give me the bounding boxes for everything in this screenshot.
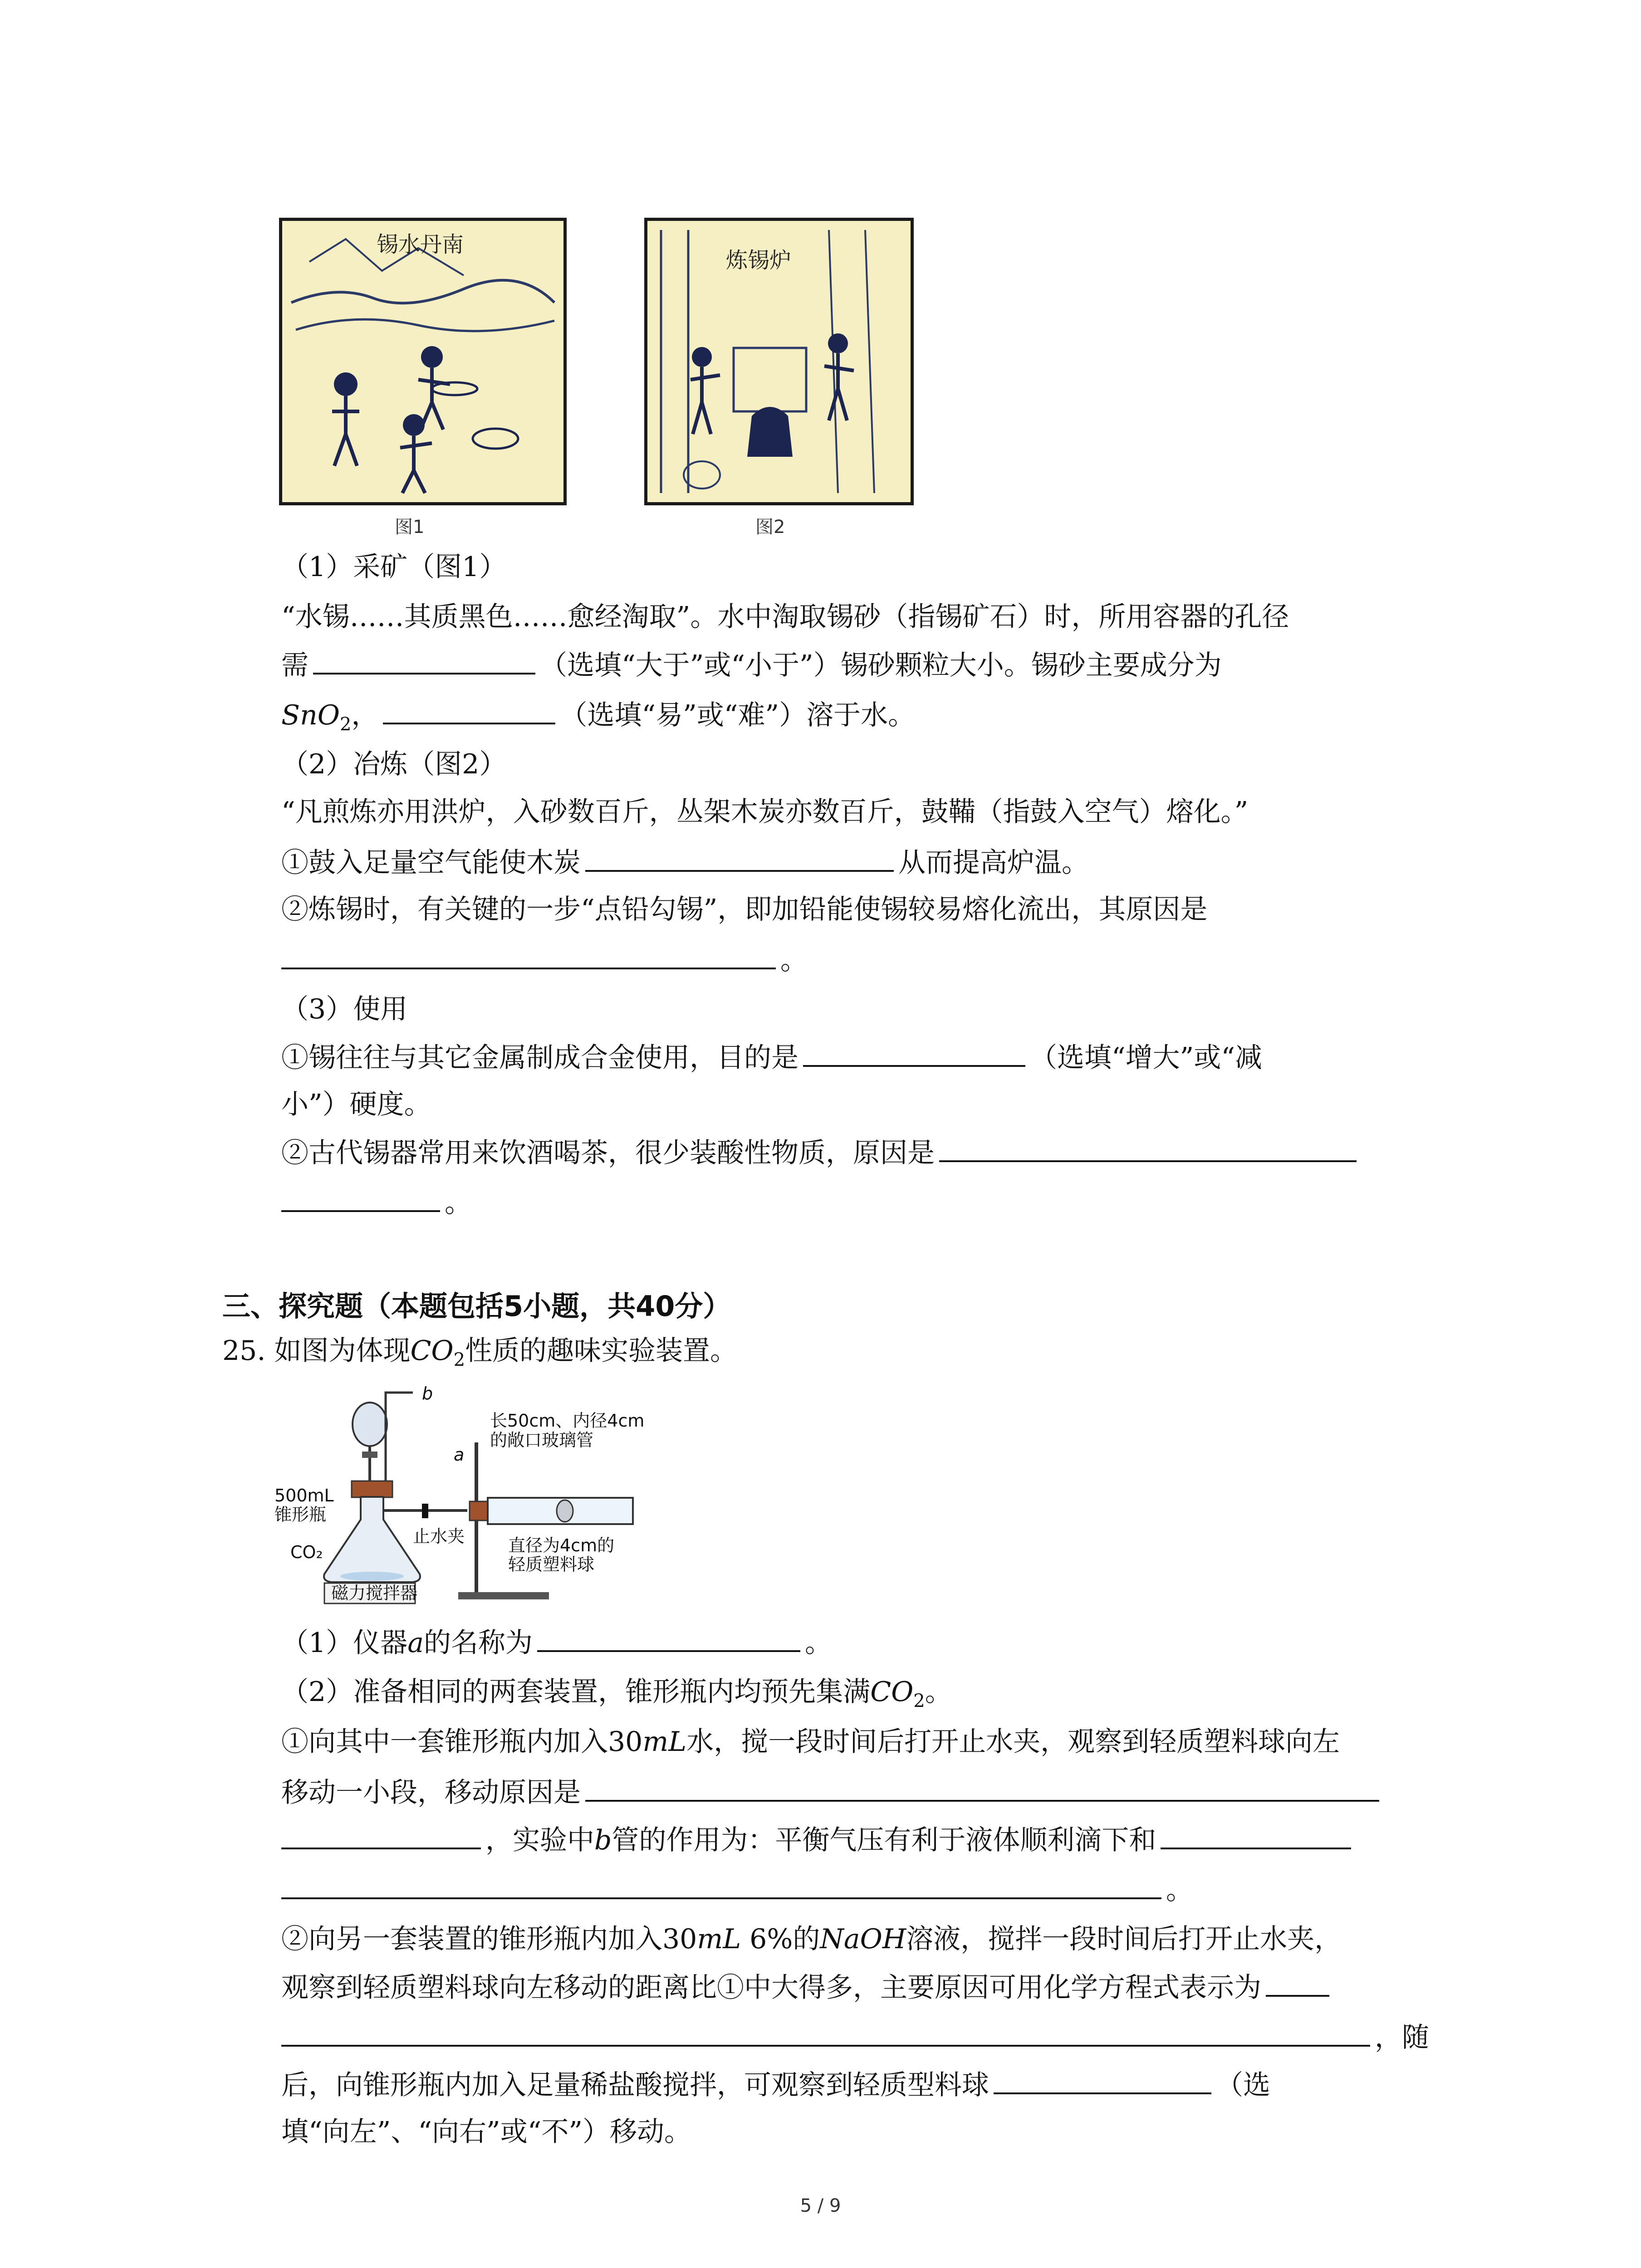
gas-label: CO₂ <box>290 1542 323 1562</box>
q25-s1-line3-var: b <box>594 1824 612 1856</box>
clamp-label: 止水夹 <box>413 1526 465 1546</box>
q25-s1-line2-text: 移动一小段，移动原因是 <box>281 1777 581 1809</box>
part1-quote: “水锡……其质黑色……愈经淘取”。水中淘取锡砂（指锡矿石）时，所用容器的孔径 <box>281 601 1289 633</box>
formula-sno2-sub: 2 <box>339 714 352 735</box>
part3-item2-answer <box>281 1184 472 1221</box>
q25-s2-line4-post: （选 <box>1216 2069 1270 2101</box>
q25-s2-post: 溶液，搅拌一段时间后打开止水夹， <box>906 1923 1342 1955</box>
part3-item2-pre: ②古代锡器常用来饮酒喝茶，很少装酸性物质，原因是 <box>281 1137 935 1169</box>
answer-blank-hardness[interactable] <box>803 1039 1025 1067</box>
figure2-caption: 图2 <box>755 517 785 538</box>
q25-s1-line3 <box>281 1821 1356 1858</box>
part2-item2-end: 。 <box>780 944 808 976</box>
tube-label-1: 长50cm、内径4cm <box>490 1411 645 1431</box>
answer-blank-equation[interactable] <box>1266 1969 1329 1997</box>
part2-quote: “凡煎炼亦用洪炉，入砂数百斤，丛架木炭亦数百斤，鼓鞴（指鼓入空气）熔化。” <box>281 796 1249 828</box>
q25-s2-line2-text: 观察到轻质塑料球向左移动的距离比①中大得多，主要原因可用化学方程式表示为 <box>281 1972 1261 2004</box>
part1-line2-pre: 需 <box>281 650 309 681</box>
part1-line3-post: （选填“易”或“难”）溶于水。 <box>560 699 916 731</box>
q25-sub2 <box>281 1674 952 1719</box>
part2-item1 <box>281 844 1089 881</box>
q25-s1-line3-mid: ，实验中 <box>485 1824 594 1856</box>
answer-blank-tube-b-role[interactable] <box>1161 1821 1351 1849</box>
part1-line3 <box>281 696 915 743</box>
q25-sub1 <box>281 1624 832 1661</box>
label-a: a <box>454 1445 465 1465</box>
answer-blank-pore-size[interactable] <box>313 646 535 675</box>
answer-blank-acid-reason-cont[interactable] <box>281 1184 440 1212</box>
answer-blank-tube-b-role-cont[interactable] <box>281 1871 1161 1899</box>
answer-blank-instrument-a[interactable] <box>537 1624 800 1652</box>
apparatus-diagram <box>272 1379 658 1606</box>
q25-s1-unit: mL <box>642 1726 687 1758</box>
formula-naoh: NaOH <box>820 1923 906 1955</box>
water-clamp <box>422 1504 428 1518</box>
q25-s2-line5: 填“向左”、“向右”或“不”）移动。 <box>281 2116 692 2148</box>
part3-item1-cont: 小”）硬度。 <box>281 1089 431 1120</box>
part2-heading: （2）冶炼（图2） <box>281 748 507 780</box>
formula-sno2: SnO <box>281 699 340 731</box>
q25-sub2-pre: （2）准备相同的两套装置，锥形瓶内均预先集满 <box>281 1676 871 1708</box>
part1-line2 <box>281 646 1222 684</box>
part2-item2: ②炼锡时，有关键的一步“点铅勾锡”，即加铅能使锡较易熔化流出，其原因是 <box>281 894 1208 925</box>
q25-s1-line1 <box>281 1724 1340 1760</box>
answer-blank-ball-direction[interactable] <box>994 2066 1211 2094</box>
part3-heading: （3）使用 <box>281 993 408 1025</box>
answer-blank-move-reason[interactable] <box>585 1774 1379 1802</box>
label-b: b <box>422 1383 433 1403</box>
answer-blank-charcoal[interactable] <box>585 844 894 872</box>
figure1-title: 锡水丹南 <box>377 232 464 257</box>
q25-s2-pct: 6%的 <box>741 1923 820 1955</box>
q25-s2-line1 <box>281 1921 1342 1957</box>
part3-item1-post: （选填“增大”或“减 <box>1030 1042 1263 1074</box>
ball-label-1: 直径为4cm的 <box>508 1535 615 1555</box>
ball-label-2: 轻质塑料球 <box>508 1554 595 1574</box>
q25-sub1-var: a <box>407 1627 424 1659</box>
q25-sub2-formula: CO <box>870 1676 914 1708</box>
mining-illustration <box>282 221 563 502</box>
part3-item1-pre: ①锡往往与其它金属制成合金使用，目的是 <box>281 1042 798 1074</box>
q25-sub1-pre: （1）仪器 <box>281 1627 408 1659</box>
q25-s2-line3 <box>281 2019 1429 2056</box>
q25-s2-line3-end: ，随 <box>1375 2022 1429 2053</box>
q25-s2-line4-pre: 后，向锥形瓶内加入足量稀盐酸搅拌，可观察到轻质型料球 <box>281 2069 989 2101</box>
separatory-funnel <box>353 1403 387 1446</box>
formula-co2: CO <box>410 1335 454 1367</box>
q25-sub1-post: 的名称为 <box>423 1627 533 1659</box>
section-title: 三、探究题（本题包括5小题，共40分） <box>222 1290 731 1323</box>
q25-sub1-end: 。 <box>804 1627 832 1659</box>
figure2-title: 炼锡炉 <box>726 248 792 273</box>
part1-heading: （1）采矿（图1） <box>281 551 507 583</box>
q25-stem-pre: 如图为体现 <box>274 1335 411 1367</box>
figure-tin-mining <box>279 218 567 505</box>
q25-s2-pre: ②向另一套装置的锥形瓶内加入30 <box>281 1923 697 1955</box>
q25-s1-line3-post: 管的作用为：平衡气压有利于液体顺利滴下和 <box>612 1824 1156 1856</box>
q25-s1-pre: ①向其中一套锥形瓶内加入30 <box>281 1726 643 1758</box>
formula-co2-sub: 2 <box>453 1349 465 1370</box>
rubber-stopper <box>352 1481 392 1497</box>
q25-sub2-sub: 2 <box>913 1691 925 1711</box>
part1-line2-post: （选填“大于”或“小于”）锡砂颗粒大小。锡砂主要成分为 <box>540 650 1222 681</box>
flask-label-2: 锥形瓶 <box>274 1505 327 1525</box>
question-number: 25. <box>222 1335 266 1367</box>
tube-b <box>386 1393 413 1420</box>
flask-label-1: 500mL <box>274 1486 334 1505</box>
stirrer-label: 磁力搅拌器 <box>331 1583 418 1603</box>
q25-s1-post: 水，搅一段时间后打开止水夹，观察到轻质塑料球向左 <box>686 1726 1340 1758</box>
q25-s1-line2 <box>281 1774 1384 1811</box>
answer-blank-acid-reason[interactable] <box>939 1134 1357 1162</box>
q25-sub2-end: 。 <box>925 1676 952 1708</box>
part3-item2-end: 。 <box>445 1187 472 1219</box>
answer-blank-equation-cont[interactable] <box>281 2019 1370 2047</box>
plastic-ball <box>557 1500 573 1522</box>
answer-blank-move-reason-cont[interactable] <box>281 1821 481 1849</box>
part2-item1-post: 从而提高炉温。 <box>898 847 1089 879</box>
part1-comma: ， <box>351 699 379 731</box>
tube-label-2: 的敞口玻璃管 <box>490 1430 594 1450</box>
part3-item1 <box>281 1039 1262 1076</box>
q25-s1-line4 <box>281 1871 1193 1908</box>
part2-item2-answer <box>281 941 808 978</box>
q25-stem-post: 性质的趣味实验装置。 <box>465 1335 738 1367</box>
q25-s2-unit: mL <box>697 1923 741 1955</box>
figure1-caption: 图1 <box>395 517 425 538</box>
part2-item1-pre: ①鼓入足量空气能使木炭 <box>281 847 581 879</box>
question-25-stem <box>222 1329 737 1370</box>
q25-s2-line4 <box>281 2066 1270 2103</box>
part3-item2 <box>281 1134 1361 1171</box>
q25-s1-line4-end: 。 <box>1166 1874 1193 1906</box>
q25-s2-line2 <box>281 1969 1334 2006</box>
answer-blank-solubility[interactable] <box>383 696 555 724</box>
page-number: 5 / 9 <box>800 2195 841 2216</box>
answer-blank-lead-reason[interactable] <box>281 941 776 969</box>
